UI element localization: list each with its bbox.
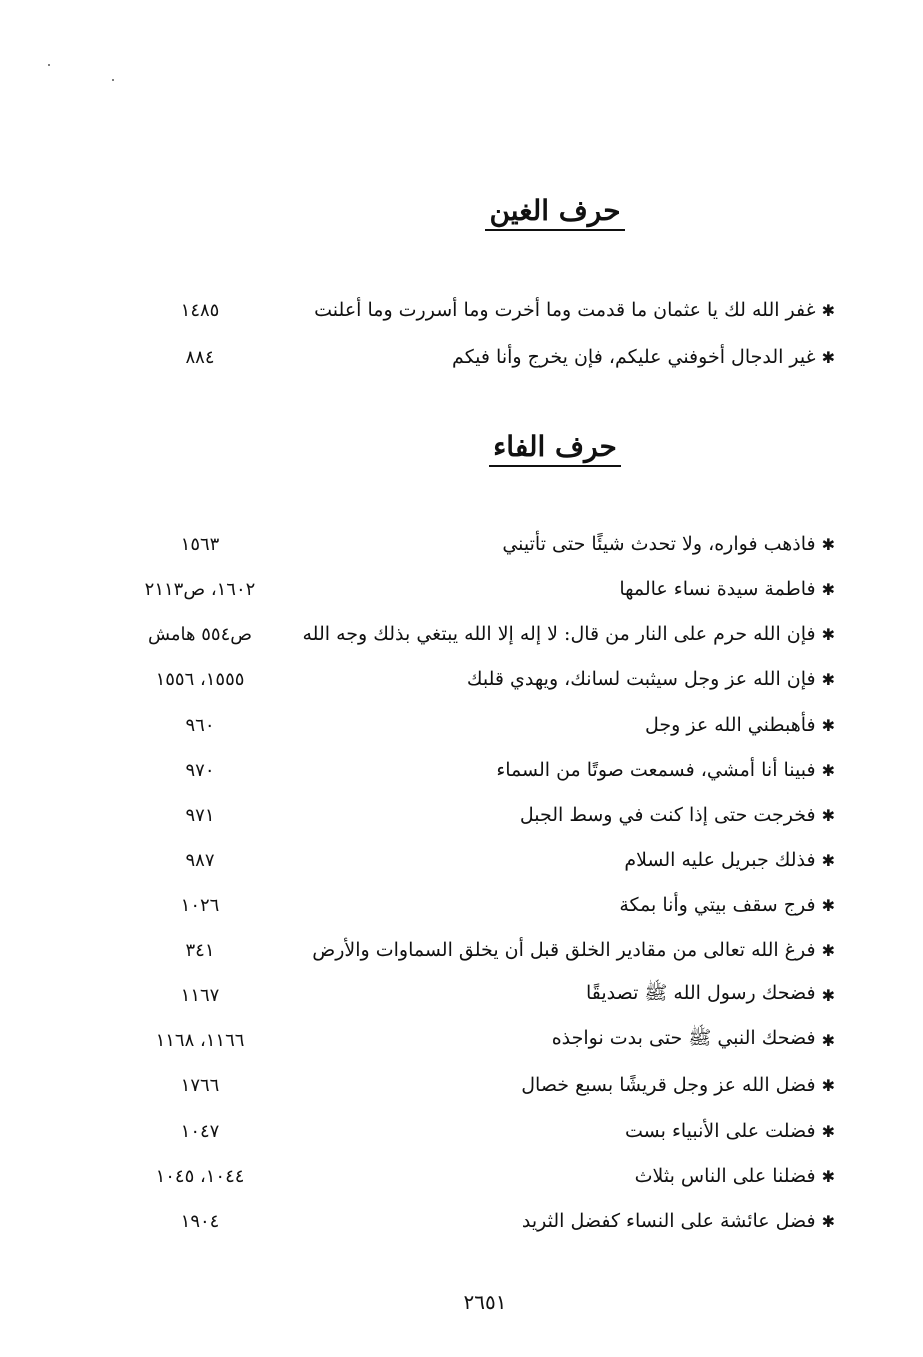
hadith-ref: ١٤٨٥ [180, 299, 220, 321]
list-item [130, 753, 835, 787]
hadith-ref: ١٠٤٤، ١٠٤٥ [155, 1165, 245, 1187]
hadith-entry [522, 1210, 835, 1232]
hadith-ref: ١٩٠٤ [180, 1210, 220, 1232]
hadith-ref: ١٦٠٢، ص٢١١٣ [144, 578, 256, 600]
list-item [130, 1114, 835, 1148]
asterisk-icon: ✱ [821, 347, 835, 367]
hadith-ref: ١١٦٦، ١١٦٨ [155, 1029, 245, 1051]
list-item [130, 1204, 835, 1238]
hadith-ref: ٨٨٤ [185, 346, 215, 368]
asterisk-icon: ✱ [821, 715, 835, 735]
asterisk-icon: ✱ [821, 1211, 835, 1231]
hadith-entry [312, 939, 835, 961]
hadith-entry [452, 346, 835, 368]
hadith-text: فرغ الله تعالى من مقادير الخلق قبل أن يخلق السماوات والأرض [312, 939, 816, 961]
asterisk-icon: ✱ [821, 1121, 835, 1141]
scan-speck [112, 79, 114, 81]
hadith-text: فضحك النبي ﷺ حتى بدت نواجذه [551, 1027, 816, 1049]
hadith-ref: ١٥٥٥، ١٥٥٦ [155, 668, 245, 690]
list-item [130, 617, 835, 651]
hadith-entry [619, 578, 835, 600]
hadith-ref: ١٧٦٦ [180, 1074, 220, 1096]
hadith-entry [520, 804, 835, 826]
hadith-entry [502, 533, 835, 555]
list-item [130, 293, 835, 327]
hadith-text: غفر الله لك يا عثمان ما قدمت وما أخرت وما أسررت وما أعلنت [314, 299, 816, 321]
asterisk-icon: ✱ [821, 895, 835, 915]
asterisk-icon: ✱ [821, 940, 835, 960]
hadith-text: فاطمة سيدة نساء عالمها [619, 578, 816, 600]
list-item [130, 1068, 835, 1102]
list-item [130, 572, 835, 606]
asterisk-icon: ✱ [821, 1075, 835, 1095]
hadith-ref: ص٥٥٤ هامش [147, 623, 253, 645]
hadith-text: فبينا أنا أمشي، فسمعت صوتًا من السماء [496, 759, 816, 781]
list-item [130, 708, 835, 742]
hadith-entry [521, 1074, 835, 1096]
hadith-ref: ٩٧٠ [185, 759, 215, 781]
hadith-ref: ٣٤١ [185, 939, 215, 961]
section-heading-ghayn [0, 194, 923, 227]
asterisk-icon: ✱ [821, 760, 835, 780]
hadith-ref: ٩٨٧ [185, 849, 215, 871]
asterisk-icon: ✱ [821, 579, 835, 599]
asterisk-icon: ✱ [821, 300, 835, 320]
hadith-entry [552, 1026, 835, 1054]
hadith-entry [586, 981, 835, 1009]
asterisk-icon: ✱ [821, 1030, 835, 1050]
asterisk-icon: ✱ [821, 805, 835, 825]
hadith-entry [624, 849, 835, 871]
hadith-entry [619, 894, 835, 916]
section-heading-text: حرف الفاء [489, 430, 621, 467]
hadith-text: فخرجت حتى إذا كنت في وسط الجبل [519, 804, 816, 826]
page-number: ٢٦٥١ [463, 1290, 507, 1314]
hadith-ref: ١٥٦٣ [180, 533, 220, 555]
asterisk-icon: ✱ [821, 669, 835, 689]
list-item [130, 662, 835, 696]
hadith-ref: ٩٦٠ [185, 714, 215, 736]
section-heading-text: حرف الغين [485, 194, 624, 231]
list-item [130, 1023, 835, 1057]
list-item [130, 933, 835, 967]
asterisk-icon: ✱ [821, 624, 835, 644]
hadith-text: فضلت على الأنبياء بست [625, 1120, 816, 1142]
section-heading-fa [0, 430, 923, 463]
hadith-entry [467, 668, 835, 690]
hadith-text: فإن الله حرم على النار من قال: لا إله إلا الله يبتغي بذلك وجه الله [302, 623, 816, 645]
list-item [130, 527, 835, 561]
hadith-text: فضل الله عز وجل قريشًا بسبع خصال [521, 1074, 816, 1096]
list-item [130, 888, 835, 922]
hadith-entry [645, 714, 835, 736]
hadith-text: فرج سقف بيتي وأنا بمكة [619, 894, 816, 916]
hadith-ref: ١٠٤٧ [180, 1120, 220, 1142]
hadith-entry [303, 623, 836, 645]
hadith-entry [314, 299, 835, 321]
list-item [130, 978, 835, 1012]
asterisk-icon: ✱ [821, 985, 835, 1005]
hadith-text: فإن الله عز وجل سيثبت لسانك، ويهدي قلبك [466, 668, 816, 690]
asterisk-icon: ✱ [821, 850, 835, 870]
hadith-text: فضل عائشة على النساء كفضل الثريد [521, 1210, 816, 1232]
hadith-text: فضلنا على الناس بثلاث [634, 1165, 816, 1187]
hadith-text: فضحك رسول الله ﷺ تصديقًا [585, 982, 816, 1004]
hadith-text: فاذهب فواره، ولا تحدث شيئًا حتى تأتيني [502, 533, 816, 555]
asterisk-icon: ✱ [821, 1166, 835, 1186]
hadith-text: فذلك جبريل عليه السلام [624, 849, 816, 871]
list-item [130, 1159, 835, 1193]
scan-speck [48, 64, 50, 66]
list-item [130, 798, 835, 832]
hadith-ref: ٩٧١ [185, 804, 215, 826]
hadith-ref: ١٠٢٦ [180, 894, 220, 916]
hadith-text: فأهبطني الله عز وجل [645, 714, 816, 736]
hadith-ref: ١١٦٧ [180, 984, 220, 1006]
list-item [130, 340, 835, 374]
hadith-text: غير الدجال أخوفني عليكم، فإن يخرج وأنا فيكم [452, 346, 816, 368]
asterisk-icon: ✱ [821, 534, 835, 554]
hadith-entry [625, 1120, 835, 1142]
hadith-entry [635, 1165, 835, 1187]
list-item [130, 843, 835, 877]
hadith-entry [496, 759, 835, 781]
